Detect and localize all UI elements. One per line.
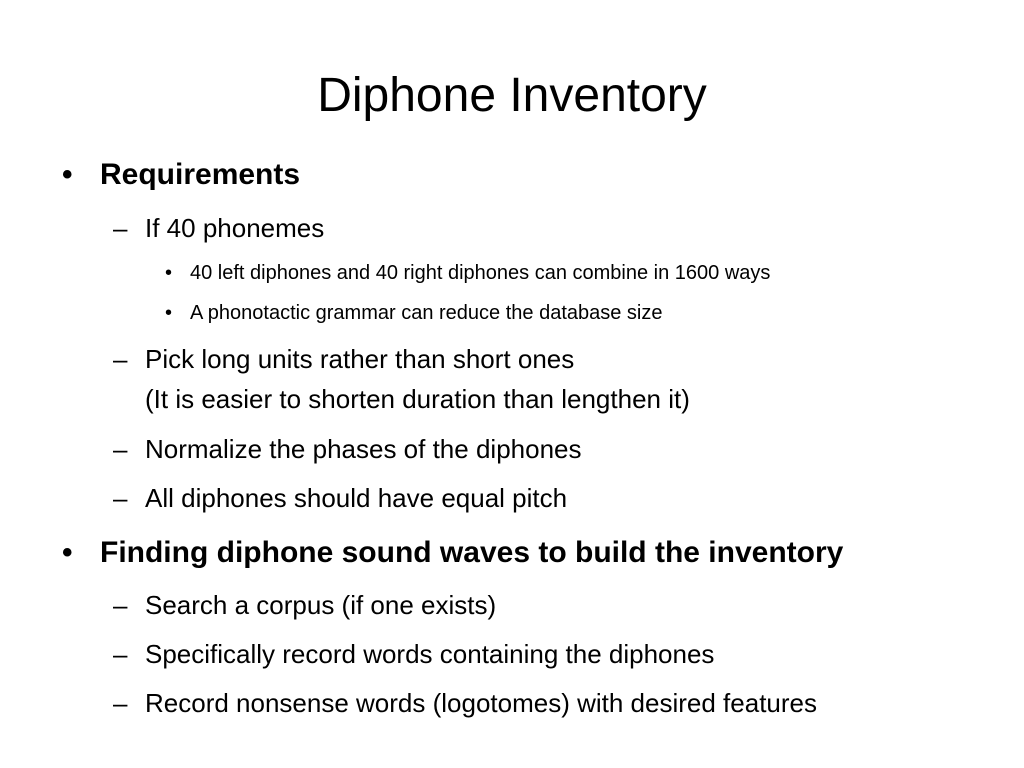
detail-phonotactic-grammar: A phonotactic grammar can reduce the database size xyxy=(190,302,663,324)
dash-icon: – xyxy=(113,688,128,718)
sub-bullet-equal-pitch: All diphones should have equal pitch xyxy=(145,483,568,513)
bullet-icon: • xyxy=(62,158,73,191)
bullet-icon: • xyxy=(62,536,73,569)
detail-diphone-combinations: 40 left diphones and 40 right diphones can combine in 1600 ways xyxy=(190,262,771,284)
dash-icon: – xyxy=(113,639,128,669)
slide-title: Diphone Inventory xyxy=(317,69,707,122)
dash-icon: – xyxy=(113,434,128,464)
small-bullet-icon: • xyxy=(165,302,173,324)
dash-icon: – xyxy=(113,483,128,513)
sub-bullet-record-words: Specifically record words containing the diphones xyxy=(145,639,715,669)
sub-bullet-long-units-note: (It is easier to shorten duration than lengthen it) xyxy=(145,384,690,414)
sub-bullet-search-corpus: Search a corpus (if one exists) xyxy=(145,590,497,620)
bullet-finding-diphones: Finding diphone sound waves to build the inventory xyxy=(100,536,844,569)
sub-bullet-normalize-phases: Normalize the phases of the diphones xyxy=(145,434,582,464)
dash-icon: – xyxy=(113,590,128,620)
dash-icon: – xyxy=(113,344,128,374)
sub-bullet-long-units: Pick long units rather than short ones xyxy=(145,344,575,374)
small-bullet-icon: • xyxy=(165,262,173,284)
sub-bullet-record-nonsense-words: Record nonsense words (logotomes) with desired features xyxy=(145,688,818,718)
bullet-requirements: Requirements xyxy=(100,158,301,191)
sub-bullet-phonemes: If 40 phonemes xyxy=(145,213,325,243)
dash-icon: – xyxy=(113,213,128,243)
